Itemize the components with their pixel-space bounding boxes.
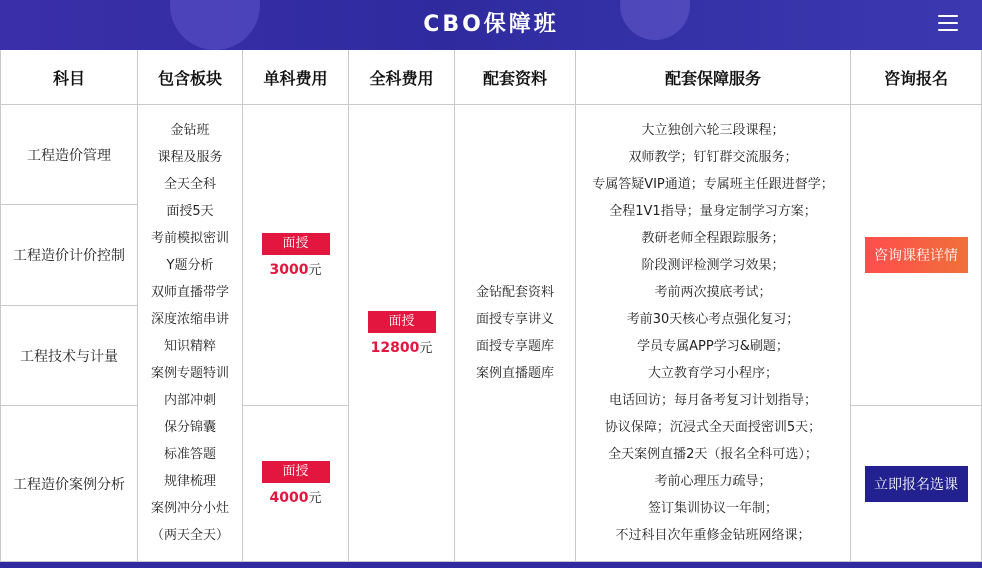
header-modules: 包含板块	[138, 50, 243, 105]
subject-cell: 工程造价管理	[0, 105, 138, 205]
banner	[0, 0, 982, 50]
list-item: 面授专享讲义	[475, 312, 554, 327]
services-cell	[576, 105, 851, 562]
list-item: 内部冲刺	[163, 393, 216, 408]
menu-icon[interactable]	[938, 15, 958, 33]
list-item: 考前30天核心考点强化复习；	[626, 312, 800, 327]
materials-cell	[455, 105, 576, 562]
list-item: 学员专属APP学习&刷题；	[637, 339, 789, 354]
fee-price: 12800元	[370, 339, 433, 356]
list-item: 考前心理压力疏导；	[654, 474, 772, 489]
list-item: （两天全天）	[150, 528, 229, 543]
header-consult: 咨询报名	[851, 50, 982, 105]
bottom-bar	[0, 562, 982, 568]
list-item: Y题分析	[166, 258, 214, 273]
list-item: 深度浓缩串讲	[150, 312, 229, 327]
fee-tag: 面授	[262, 461, 330, 483]
course-table	[0, 50, 982, 562]
enroll-button[interactable]: 立即报名选课	[865, 466, 968, 502]
page-title: CBO保障班	[423, 12, 559, 37]
header-materials: 配套资料	[455, 50, 576, 105]
modules-list	[151, 117, 229, 549]
list-item: 全天案例直播2天（报名全科可选）；	[608, 447, 818, 462]
header-services: 配套保障服务	[576, 50, 851, 105]
subject-cell: 工程技术与计量	[0, 306, 138, 406]
list-item: 全程1V1指导；量身定制学习方案；	[609, 204, 817, 219]
list-item: 考前两次摸底考试；	[654, 285, 772, 300]
list-item: 电话回访；每月备考复习计划指导；	[608, 393, 817, 408]
list-item: 不过科目次年重修金钻班网络课；	[615, 528, 811, 543]
list-item: 知识精粹	[163, 339, 216, 354]
list-item: 阶段测评检测学习效果；	[641, 258, 785, 273]
materials-list	[476, 279, 554, 387]
fee-tag: 面授	[262, 233, 330, 255]
list-item: 课程及服务	[157, 150, 223, 165]
fee-price: 4000元	[269, 490, 322, 506]
list-item: 标准答题	[163, 447, 216, 462]
list-item: 双师直播带学	[150, 285, 229, 300]
list-item: 大立教育学习小程序；	[647, 366, 778, 381]
services-list	[592, 117, 834, 549]
list-item: 双师教学；钉钉群交流服务；	[628, 150, 798, 165]
full-fee-cell	[349, 105, 455, 562]
list-item: 面授专享题库	[475, 339, 554, 354]
consult-cell	[851, 105, 982, 406]
list-item: 案例专题特训	[150, 366, 229, 381]
list-item: 金钻班	[170, 123, 210, 138]
header-single-fee: 单科费用	[243, 50, 349, 105]
single-fee-cell	[243, 105, 349, 406]
modules-cell	[138, 105, 243, 562]
list-item: 保分锦囊	[163, 420, 216, 435]
list-item: 规律梳理	[163, 474, 216, 489]
list-item: 考前模拟密训	[150, 231, 229, 246]
list-item: 面授5天	[166, 204, 214, 219]
consult-details-button[interactable]: 咨询课程详情	[865, 237, 968, 273]
fee-tag: 面授	[368, 311, 436, 333]
list-item: 金钻配套资料	[475, 285, 554, 300]
consult-cell	[851, 406, 982, 562]
list-item: 教研老师全程跟踪服务；	[641, 231, 785, 246]
header-full-fee: 全科费用	[349, 50, 455, 105]
list-item: 案例冲分小灶	[150, 501, 229, 516]
list-item: 案例直播题库	[475, 366, 554, 381]
subject-cell: 工程造价计价控制	[0, 205, 138, 306]
fee-price: 3000元	[269, 261, 322, 278]
list-item: 签订集训协议一年制；	[647, 501, 778, 516]
subject-cell: 工程造价案例分析	[0, 406, 138, 562]
list-item: 大立独创六轮三段课程；	[641, 123, 785, 138]
list-item: 协议保障；沉浸式全天面授密训5天；	[604, 420, 822, 435]
single-fee-cell	[243, 406, 349, 562]
list-item: 专属答疑VIP通道；专属班主任跟进督学；	[592, 177, 834, 192]
list-item: 全天全科	[163, 177, 216, 192]
header-subject: 科目	[0, 50, 138, 105]
